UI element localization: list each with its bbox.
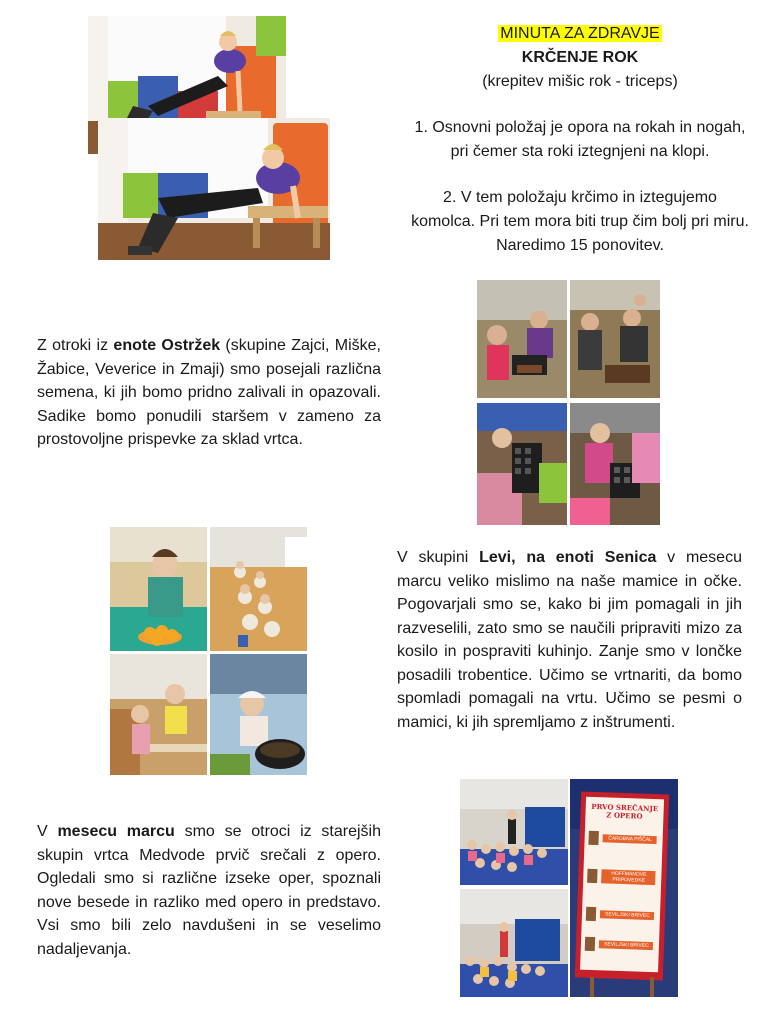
- exercise-photo-2: [98, 118, 330, 260]
- opera-lead: V: [37, 823, 58, 840]
- senica-paragraph: [397, 546, 742, 734]
- ostrzek-lead: Z otroki iz: [37, 337, 114, 354]
- senica-photo-4: [210, 654, 307, 775]
- ostrzek-unit: enote Ostržek: [113, 337, 221, 354]
- exercise-banner: MINUTA ZA ZDRAVJE: [500, 25, 660, 42]
- poster-item-2: HOFFMANOVE PRIPOVEDKE: [587, 867, 658, 887]
- opera-photo-1: [460, 779, 568, 885]
- senica-photo-3: [110, 654, 207, 775]
- seeds-photo-3: [477, 403, 567, 525]
- seeds-photo-1: [477, 280, 567, 398]
- seeds-photo-4: [570, 403, 660, 525]
- exercise-title: KRČENJE ROK: [521, 49, 639, 66]
- exercise-step-1: 1. Osnovni položaj je opora na rokah in nogah, pri čemer sta roki iztegnjeni na klopi.: [414, 119, 746, 160]
- exercise-section: [410, 22, 750, 258]
- senica-unit: Levi, na enoti Senica: [479, 549, 657, 566]
- opera-poster-photo: [570, 779, 678, 997]
- opera-photo-2: [460, 889, 568, 997]
- ostrzek-text: (skupine Zajci, Miške, Žabice, Veverice in Zmaji) smo posejali različna semena, ki jih bomo pridno zalivali in opazovali. Sadike bomo ponudili staršem v zameno za prostovoljne prispevke za sklad vrtca.: [37, 337, 381, 448]
- opera-text: smo se otroci iz starejših skupin vrtca Medvode prvič srečali z opero. Ogledali smo si različne izseke oper, spoznali nove besede in razliko med opero in predstavo. Vsi smo bili zelo navdušeni in se veselimo nadaljevanja.: [37, 823, 382, 958]
- poster-title: PRVO SREČANJE Z OPERO: [591, 801, 659, 821]
- opera-paragraph: [37, 820, 381, 961]
- poster-item-3: SEVILJSKI BRIVEC: [586, 905, 657, 925]
- exercise-step-2: 2. V tem položaju krčimo in iztegujemo komolca. Pri tem mora biti trup čim bolj pri miru. Naredimo 15 ponovitev.: [411, 189, 749, 254]
- ostrzek-paragraph: [37, 334, 381, 452]
- poster-item-1: ČAROBNA PIŠČAL: [588, 829, 659, 849]
- senica-lead: V skupini: [397, 549, 480, 566]
- seeds-photo-2: [570, 280, 660, 398]
- poster-item-4: SEVILJSKI BRIVEC: [585, 935, 656, 955]
- poster-board: [575, 792, 669, 981]
- senica-photo-2: [210, 527, 307, 651]
- senica-photo-1: [110, 527, 207, 651]
- senica-text: v mesecu marcu veliko mislimo na naše mamice in očke. Pogovarjali smo se, kako bi jim pomagali in jih razveselili, zato smo se naučili pripraviti mizo za kosilo in pospraviti kuhinjo. Zanje smo v lončke posadili trobentice. Učimo se vrtnariti, da bomo spomladi pomagali na vrtu. Učimo se pesmi o mamici, ki jih spremljamo z inštrumenti.: [397, 549, 742, 731]
- exercise-subtitle: (krepitev mišic rok - triceps): [482, 73, 678, 90]
- opera-month: mesecu marcu: [57, 823, 175, 840]
